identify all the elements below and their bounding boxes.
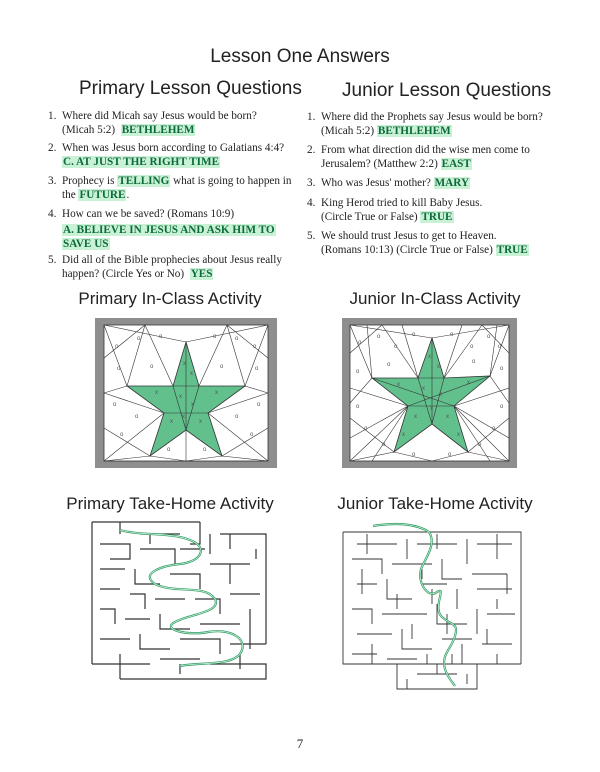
svg-text:x: x [182, 414, 185, 420]
svg-text:x: x [467, 380, 470, 386]
primary-take-home-heading: Primary Take-Home Activity [66, 494, 274, 513]
svg-text:o: o [364, 426, 368, 432]
question-number: 3. [48, 175, 57, 187]
svg-text:x: x [428, 354, 431, 360]
svg-text:o: o [220, 364, 224, 370]
svg-text:o: o [356, 369, 360, 375]
svg-text:o: o [235, 414, 239, 420]
svg-text:o: o [203, 447, 207, 453]
answer: TRUE [421, 211, 453, 223]
svg-text:o: o [500, 404, 504, 410]
junior-questions-heading: Junior Lesson Questions [342, 80, 552, 101]
svg-text:o: o [257, 402, 261, 408]
answer: FUTURE [79, 189, 126, 201]
junior-take-home-heading: Junior Take-Home Activity [337, 494, 533, 513]
svg-text:o: o [498, 344, 502, 350]
svg-text:o: o [235, 336, 239, 342]
svg-text:x: x [199, 419, 202, 425]
svg-text:x: x [402, 432, 405, 438]
question-number: 2. [48, 142, 57, 154]
primary-question-1 [48, 109, 298, 137]
svg-text:o: o [492, 426, 496, 432]
junior-question-4 [307, 196, 577, 224]
question-text: We should trust Jesus to get to Heaven. [321, 230, 497, 242]
svg-text:o: o [253, 344, 257, 350]
answer: MARY [434, 177, 470, 189]
question-number: 4. [307, 197, 316, 209]
question-text: From what direction did the wise men come to [321, 144, 530, 156]
answer: YES [190, 268, 213, 280]
svg-text:x: x [155, 390, 158, 396]
question-text: How can we be saved? (Romans 10:9) [62, 208, 235, 220]
question-text: When was Jesus born according to Galatians 4:4? [62, 142, 285, 154]
svg-text:o: o [117, 366, 121, 372]
svg-text:x: x [215, 390, 218, 396]
svg-text:o: o [500, 366, 504, 372]
svg-text:o: o [356, 404, 360, 410]
svg-text:o: o [472, 359, 476, 365]
svg-text:o: o [448, 452, 452, 458]
question-reference: (Micah 5:2) [62, 124, 116, 136]
question-text: Where did the Prophets say Jesus would be born? [321, 111, 543, 123]
svg-text:o: o [382, 442, 386, 448]
question-text: Did all of the Bible prophecies about Jesus really [62, 254, 282, 266]
question-number: 2. [307, 144, 316, 156]
junior-maze [337, 514, 527, 694]
junior-in-class-heading: Junior In-Class Activity [349, 289, 521, 308]
primary-questions-heading: Primary Lesson Questions [79, 78, 302, 99]
question-text: Prophecy is [62, 175, 115, 187]
junior-question-3 [307, 176, 577, 190]
question-number: 3. [307, 177, 316, 189]
question-reference: (Micah 5:2) [321, 125, 375, 137]
answer: BETHLEHEM [121, 124, 195, 136]
answer: A. BELIEVE IN JESUS AND ASK HIM TO [63, 224, 275, 236]
svg-text:x: x [179, 394, 182, 400]
answer: EAST [441, 158, 471, 170]
question-number: 1. [48, 110, 57, 122]
svg-text:x: x [190, 371, 193, 377]
junior-question-1 [307, 110, 577, 138]
question-text: the [62, 189, 76, 201]
question-text: happen? (Circle Yes or No) [62, 268, 185, 280]
svg-text:o: o [450, 332, 454, 338]
svg-text:x: x [183, 361, 186, 367]
question-reference: (Circle True or False) [321, 211, 418, 223]
svg-text:o: o [113, 402, 117, 408]
question-text: King Herod tried to kill Baby Jesus. [321, 197, 483, 209]
svg-text:o: o [213, 334, 217, 340]
svg-text:x: x [437, 364, 440, 370]
junior-question-5 [307, 229, 577, 257]
svg-text:x: x [191, 402, 194, 408]
svg-text:x: x [414, 414, 417, 420]
svg-text:x: x [457, 432, 460, 438]
question-number: 1. [307, 111, 316, 123]
primary-question-2 [48, 141, 298, 169]
svg-text:o: o [358, 340, 362, 346]
svg-text:o: o [137, 336, 141, 342]
svg-text:x: x [446, 414, 449, 420]
page-title: Lesson One Answers [210, 46, 390, 67]
primary-question-4 [48, 207, 298, 251]
svg-text:x: x [397, 382, 400, 388]
svg-text:x: x [170, 419, 173, 425]
svg-text:o: o [167, 447, 171, 453]
primary-in-class-heading: Primary In-Class Activity [78, 289, 262, 308]
svg-text:o: o [150, 364, 154, 370]
svg-text:o: o [387, 362, 391, 368]
question-number: 5. [307, 230, 316, 242]
svg-text:o: o [120, 432, 124, 438]
svg-text:o: o [377, 334, 381, 340]
question-text: . [126, 189, 130, 201]
svg-text:o: o [115, 344, 119, 350]
answer: BETHLEHEM [377, 125, 451, 137]
junior-star-puzzle [342, 318, 517, 468]
question-reference: (Romans 10:13) (Circle True or False) [321, 244, 493, 256]
answer: TRUE [496, 244, 528, 256]
svg-text:o: o [487, 334, 491, 340]
junior-question-2 [307, 143, 577, 171]
svg-text:o: o [412, 332, 416, 338]
svg-text:o: o [478, 442, 482, 448]
answer: C. AT JUST THE RIGHT TIME [63, 156, 220, 168]
answer: SAVE US [63, 238, 109, 250]
question-text: what is going to happen in [173, 175, 292, 187]
svg-text:o: o [250, 432, 254, 438]
primary-question-5 [48, 253, 298, 281]
question-reference: Jerusalem? (Matthew 2:2) [321, 158, 438, 170]
question-text: Who was Jesus' mother? [321, 177, 431, 189]
page-number: 7 [296, 736, 304, 751]
svg-text:o: o [470, 344, 474, 350]
svg-text:x: x [439, 392, 442, 398]
svg-text:x: x [430, 406, 433, 412]
svg-text:o: o [135, 414, 139, 420]
answer: TELLING [118, 175, 170, 187]
svg-text:x: x [422, 386, 425, 392]
svg-text:o: o [394, 344, 398, 350]
svg-text:o: o [412, 452, 416, 458]
primary-question-3 [48, 174, 298, 202]
question-number: 4. [48, 208, 57, 220]
svg-text:o: o [159, 334, 163, 340]
question-number: 5. [48, 254, 57, 266]
primary-star-puzzle [95, 318, 277, 468]
svg-text:o: o [255, 366, 259, 372]
question-text: Where did Micah say Jesus would be born? [62, 110, 257, 122]
primary-maze [80, 514, 276, 684]
